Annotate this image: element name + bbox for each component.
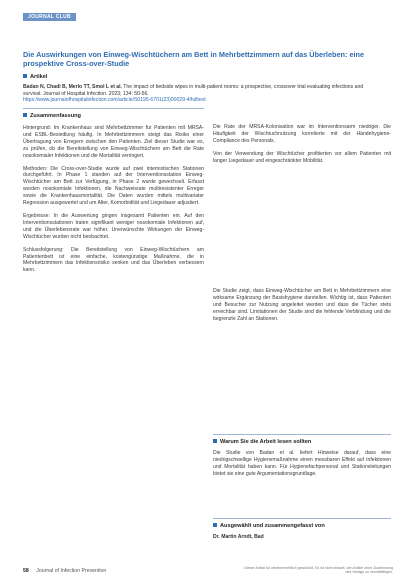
square-bullet-icon: [23, 74, 27, 78]
article-citation: The impact of bedside wipes in multi-patient rooms: a prospective, crossover trial evaluating infections and survival. Journal of Hospital Infection. 2023; 134: 50-56.: [23, 84, 364, 97]
paragraph: Von der Verwendung der Wischtücher profitierten vor allem Patienten mit langer Liegedauer und eingeschränkter Mobilität.: [213, 150, 391, 164]
paragraph: Die Rate der MRSA-Kolonisation war im Interventionsarm niedriger. Die Häufigkeit der Wischtuchnutzung korrelierte mit der Händehygiene-Compliance des Personals.: [213, 124, 391, 144]
section-kicker: JOURNAL CLUB: [23, 13, 76, 21]
why-heading-label: Warum Sie die Arbeit lesen sollten: [220, 439, 312, 445]
article-link[interactable]: https://www.journalofhospitalinfection.com/article/S0195-6701(23)00029-4/fulltext: [23, 97, 206, 104]
journal-name: Journal of Infection Prevention: [36, 568, 107, 574]
summary-heading-label: Zusammenfassung: [30, 113, 81, 119]
paragraph: Methoden: Die Cross-over-Studie wurde auf zwei internistischen Stationen durchgeführt. In Phase 1 standen auf der Interventionsstation Einweg-Wischtücher am Bett zur Verfügung, in Phase 2 wurde gewechselt. Erfasst wurden nosokomiale Infektionen, die Nachweisrate multiresistenter Erreger sowie die Krankenhausmortalität. Die Daten wurden mittels multivariater Regression ausgewertet und um Alter, Komorbidität und Liegedauer adjustiert.: [23, 165, 204, 207]
paragraph: Schlussfolgerung: Die Bereitstellung von Einweg-Wischtüchern am Patientenbett ist eine einfache, kostengünstige Maßnahme, die in Mehrbettzimmern das Infektionsrisiko senken und das Überleben verbessern kann.: [23, 246, 204, 274]
page-number: 58: [23, 568, 29, 574]
square-bullet-icon: [213, 439, 217, 443]
article-section-heading: [23, 74, 47, 81]
summary-section-heading: [23, 113, 81, 120]
copyright-note: Dieser Artikel ist urheberrechtlich geschützt. Es ist nicht erlaubt, den Artikel ohne Zustimmung des Verlags zu vervielfältigen.: [244, 566, 393, 575]
left-column-rule: [23, 108, 204, 109]
right-column-rule-2: [213, 518, 391, 519]
why-read-section-heading: [213, 439, 311, 446]
article-title: Die Auswirkungen von Einweg-Wischtüchern am Bett in Mehrbettzimmern auf das Überleben: eine prospektive Cross-over-Studie: [23, 50, 365, 68]
article-authors: Badan N, Chadi B, Merlo TT, Smol L et al.: [23, 84, 122, 90]
selected-by-name: Dr. Martin Arndt, Bad: [213, 534, 264, 540]
selected-heading-label: Ausgewählt und zusammengefasst von: [220, 523, 325, 529]
selected-by-section-heading: [213, 523, 325, 530]
article-heading-label: Artikel: [30, 74, 48, 80]
page-footer: [23, 568, 393, 582]
right-column-mid-text: [213, 288, 391, 428]
paragraph: Die Studie von Badan et al. liefert Hinweise darauf, dass eine niedrigschwellige Hygienemaßnahme einen messbaren Effekt auf Infektionen und Mortalität haben kann. Für Hygienefachpersonal und Stationsleitungen bietet sie eine gute Argumentationsgrundlage.: [213, 450, 391, 477]
paragraph: Hintergrund: Im Krankenhaus sind Mehrbettzimmer für Patienten mit MRSA- und ESBL-Besiedlung häufig. In Mehrbettzimmern steigt das Risiko einer Übertragung von Erregern zwischen den Patienten. Ziel dieser Studie war es, zu prüfen, ob die Bereitstellung von Einweg-Wischtüchern am Bett die Rate nosokomialer Infektionen und die Mortalität verringert.: [23, 125, 204, 159]
paragraph: Die Studie zeigt, dass Einweg-Wischtücher am Bett in Mehrbettzimmern eine wirksame Ergänzung der Basishygiene darstellen. Wichtig ist, dass Patienten und Besucher zur Nutzung angeleitet werden und dass die Tücher stets erreichbar sind. Limitationen der Studie sind die fehlende Verblindung und die begrenzte Zahl an Stationen.: [213, 288, 391, 322]
right-column-rule: [213, 434, 391, 435]
left-column-text: [23, 125, 204, 560]
why-read-text: [213, 450, 391, 512]
paragraph: Ergebnisse: In die Auswertung gingen insgesamt Patienten ein. Auf den Interventionsstationen traten signifikant weniger nosokomiale Infektionen auf, und die Überlebensrate war höher. Unerwünschte Wirkungen der Einweg-Wischtücher wurden nicht beobachtet.: [23, 212, 204, 240]
square-bullet-icon: [23, 113, 27, 117]
square-bullet-icon: [213, 523, 217, 527]
right-column-top-text: [213, 124, 391, 282]
article-reference: [23, 84, 383, 104]
